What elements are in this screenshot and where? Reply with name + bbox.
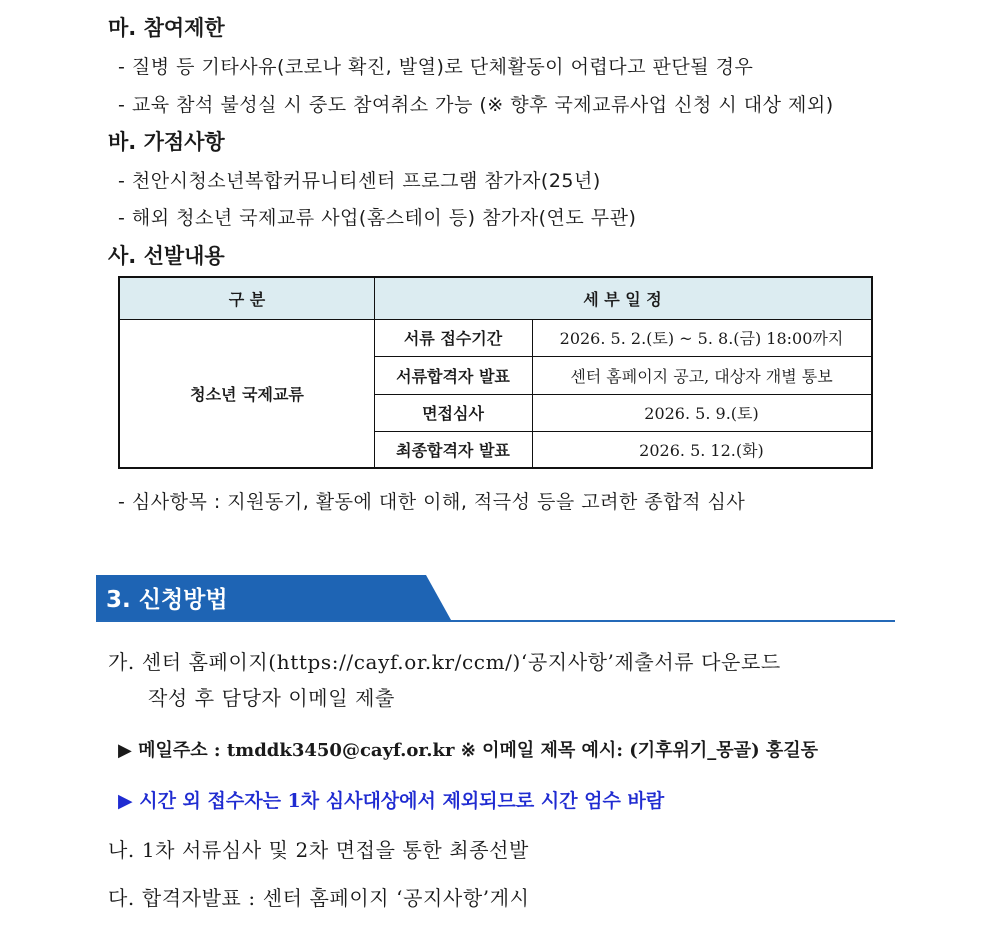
table-row-label: 면접심사 bbox=[422, 404, 484, 423]
section-heading-restrictions: 마. 참여제한 bbox=[108, 16, 225, 40]
section3-banner bbox=[96, 575, 456, 620]
section-heading-bonus: 바. 가점사항 bbox=[108, 130, 225, 154]
selection-schedule-table bbox=[118, 276, 873, 469]
bonus-item-exchange: - 해외 청소년 국제교류 사업(홈스테이 등) 참가자(연도 무관) bbox=[118, 207, 637, 229]
method-na-line: 나. 1차 서류심사 및 2차 면접을 통한 최종선발 bbox=[108, 838, 529, 862]
section3-underline bbox=[96, 620, 895, 622]
table-row-value: 2026. 5. 2.(토) ~ 5. 8.(금) 18:00까지 bbox=[559, 329, 844, 348]
table-category-cell: 청소년 국제교류 bbox=[190, 384, 304, 404]
method-da-line: 다. 합격자발표 : 센터 홈페이지 ‘공지사항’게시 bbox=[108, 886, 530, 910]
method-ga-line1: 가. 센터 홈페이지(https://cayf.or.kr/ccm/)‘공지사항’제출서류 다운로드 bbox=[108, 650, 781, 674]
table-header-schedule: 세 부 일 정 bbox=[583, 290, 662, 309]
table-header-category: 구 분 bbox=[228, 290, 266, 309]
table-row-value: 센터 홈페이지 공고, 대상자 개별 통보 bbox=[570, 366, 833, 386]
email-address-line: ▶ 메일주소 : tmddk3450@cayf.or.kr ※ 이메일 제목 예시: (기후위기_몽골) 홍길동 bbox=[118, 740, 819, 761]
restriction-item-illness: - 질병 등 기타사유(코로나 확진, 발열)로 단체활동이 어렵다고 판단될 경우 bbox=[118, 56, 754, 78]
evaluation-criteria-note: - 심사항목 : 지원동기, 활동에 대한 이해, 적극성 등을 고려한 종합적 심사 bbox=[118, 491, 746, 513]
restriction-item-insincerity: - 교육 참석 불성실 시 중도 참여취소 가능 (※ 향후 국제교류사업 신청 시 대상 제외) bbox=[118, 94, 834, 116]
table-row-label: 최종합격자 발표 bbox=[396, 440, 510, 460]
table-row-value: 2026. 5. 12.(화) bbox=[639, 440, 764, 460]
section3-title: 3. 신청방법 bbox=[106, 587, 228, 613]
table-row-label: 서류 접수기간 bbox=[403, 329, 503, 348]
table-row-value: 2026. 5. 9.(토) bbox=[644, 404, 759, 423]
table-row-label: 서류합격자 발표 bbox=[396, 366, 510, 386]
section-heading-selection: 사. 선발내용 bbox=[108, 244, 225, 268]
late-submission-warning: ▶ 시간 외 접수자는 1차 심사대상에서 제외되므로 시간 엄수 바람 bbox=[118, 790, 665, 812]
bonus-item-program: - 천안시청소년복합커뮤니티센터 프로그램 참가자(25년) bbox=[118, 170, 601, 192]
method-ga-line2: 작성 후 담당자 이메일 제출 bbox=[148, 686, 395, 710]
